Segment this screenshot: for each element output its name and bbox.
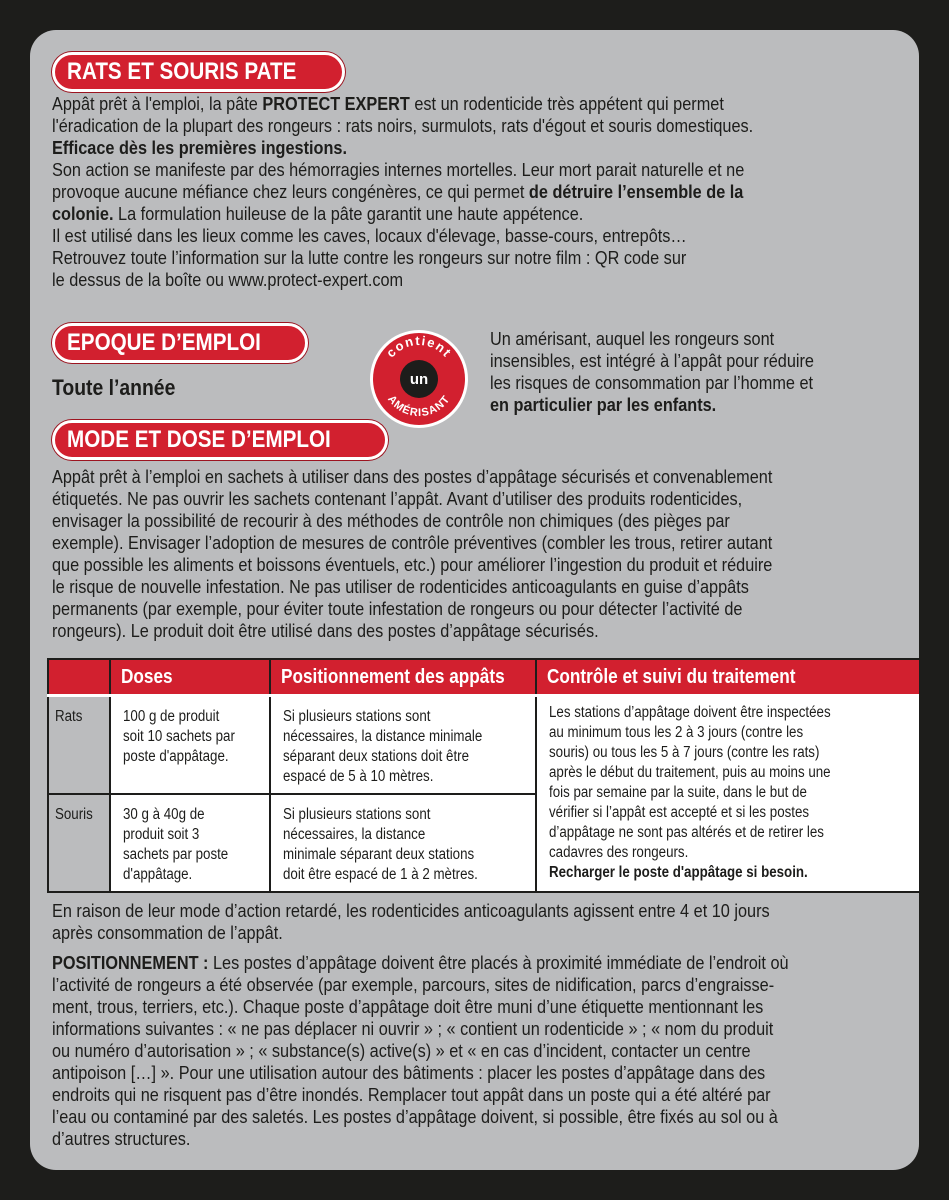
section-header-mode	[52, 420, 388, 460]
positionnement-text: POSITIONNEMENT : Les postes d’appâtage doivent être placés à proximité immédiate de l’endroit où l’activité de rongeurs a été observée (par exemple, parcours, sites de nidification, parcs d’engraisse- ment, trous, terriers, etc.). Chaque poste d’appâtage doit être muni d’une étiquette mentionnant les informations suivantes : « ne pas déplacer ni ouvrir » ; « contient un rodenticide » ; « nom du produit ou numéro d’autorisation » ; « substance(s) active(s) » et « en cas d’incident, contacter un centre antipoison […] ». Pour une utilisation autour des bâtiments : placer les postes d’appâtage dans des endroits qui ne risquent pas d’être inondés. Remplacer tout appât dans un poste qui a été altéré par l’eau ou contaminé par des saletés. Les postes d’appâtage doivent, si possible, être fixés au sol ou à d’autres structures.	[52, 952, 789, 1149]
section-header-epoque	[52, 323, 308, 363]
table-header-position: Positionnement des appâts	[270, 659, 536, 696]
delay-text: En raison de leur mode d’action retardé, les rodenticides anticoagulants agissent entre 4 et 10 jours après consommation de l’appât.	[52, 900, 770, 943]
souris-position: Si plusieurs stations sont nécessaires, la distance minimale séparant deux stations doit être espacé de 1 à 2 mètres.	[270, 794, 536, 892]
epoque-text: Toute l’année	[52, 375, 176, 400]
label-card	[30, 30, 919, 1170]
table-header-empty	[48, 659, 110, 696]
mode-text: Appât prêt à l’emploi en sachets à utiliser dans des postes d’appâtage sécurisés et convenablement étiquetés. Ne pas ouvrir les sachets contenant l’appât. Avant d’utiliser des produits rodenticides, envisager la possibilité de recourir à des méthodes de contrôle non chimiques (des pièges par exemple). Envisager l’adoption de mesures de contrôle préventives (combler les trous, retirer autant que possible les aliments et boissons éventuels, etc.) pour améliorer l’ingestion du produit et réduire le risque de nouvelle infestation. Ne pas utiliser de rodenticides anticoagulants en guise d’appâts permanents (par exemple, pour éviter toute infestation de rongeurs ou pour détecter l’activité de rongeurs). Le produit doit être utilisé dans des postes d’appâtage sécurisés.	[52, 466, 773, 641]
row-label-souris: Souris	[48, 794, 110, 892]
amerisant-text: Un amérisant, auquel les rongeurs sont insensibles, est intégré à l’appât pour réduire les risques de consommation par l’homme et en particulier par les enfants.	[490, 328, 814, 415]
section-title: MODE ET DOSE D’EMPLOI	[67, 426, 331, 453]
badge-bottom-text: AMÉRISANT	[385, 393, 453, 420]
control-cell: Les stations d’appâtage doivent être inspectées au minimum tous les 2 à 3 jours (contre les souris) ou tous les 5 à 7 jours (contre les rats) après le début du traitement, puis au moins une fois par semaine par la suite, dans le but de vérifier si l’appât est accepté et si les postes d’appâtage ne sont pas altérés et de retirer les cadavres des rongeurs. Recharger le poste d'appâtage si besoin.	[536, 696, 919, 893]
dosage-table	[47, 658, 919, 893]
table-header-row	[48, 659, 919, 696]
intro-text: Appât prêt à l'emploi, la pâte PROTECT EXPERT est un rodenticide très appétent qui permet l'éradication de la plupart des rongeurs : rats noirs, surmulots, rats d'égout et souris domestiques. Efficace dès les premières ingestions. Son action se manifeste par des hémorragies internes mortelles. Leur mort parait naturelle et ne provoque aucune méfiance chez leurs congénères, ce qui permet de détruire l’ensemble de la colonie. La formulation huileuse de la pâte garantit une haute appétence. Il est utilisé dans les lieux comme les caves, locaux d'élevage, basse-cours, entrepôts… Retrouvez toute l’information sur la lutte contre les rongeurs sur notre film : QR code sur le dessus de la boîte ou www.protect-expert.com	[52, 93, 754, 290]
table-row	[48, 696, 919, 795]
section-header-rats	[52, 52, 345, 92]
section-title: RATS ET SOURIS PATE	[67, 58, 297, 85]
section-title: EPOQUE D’EMPLOI	[67, 329, 261, 356]
row-label-rats: Rats	[48, 696, 110, 795]
souris-doses: 30 g à 40g de produit soit 3 sachets par poste d'appâtage.	[110, 794, 270, 892]
rats-position: Si plusieurs stations sont nécessaires, la distance minimale séparant deux stations doit être espacé de 5 à 10 mètres.	[270, 696, 536, 795]
badge-top-text: contient	[383, 332, 456, 361]
badge-center-text: un	[409, 371, 429, 388]
rats-doses: 100 g de produit soit 10 sachets par poste d'appâtage.	[110, 696, 270, 795]
amerisant-badge-icon	[369, 329, 469, 429]
table-header-doses: Doses	[110, 659, 270, 696]
table-header-control: Contrôle et suivi du traitement	[536, 659, 919, 696]
